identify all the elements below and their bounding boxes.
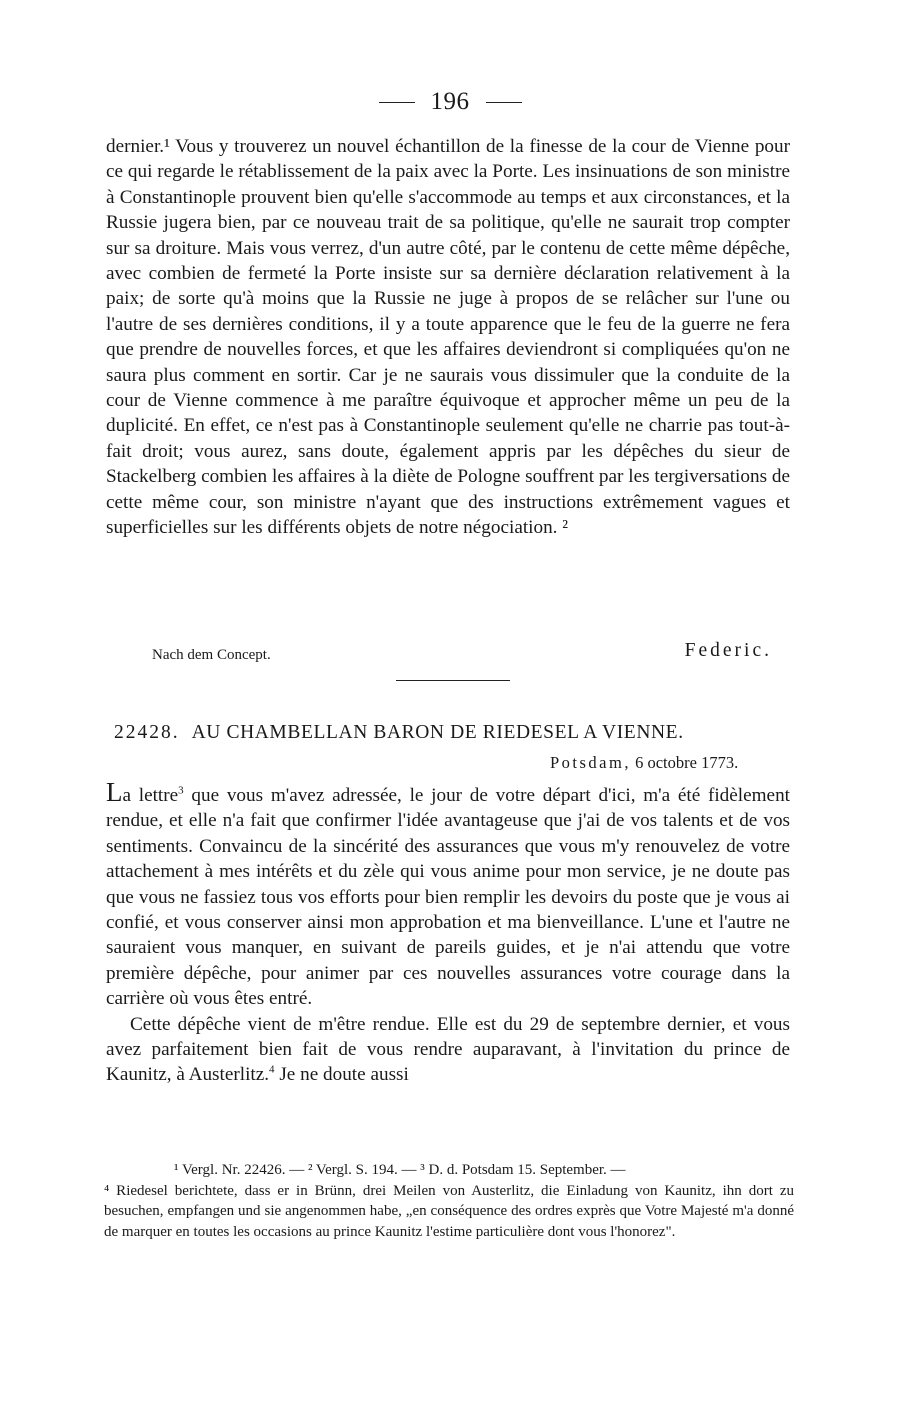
footnotes xyxy=(104,1160,794,1242)
previous-letter-text xyxy=(106,134,790,541)
letter-title: AU CHAMBELLAN BARON DE RIEDESEL A VIENNE. xyxy=(191,722,684,743)
letter-heading xyxy=(114,722,794,744)
source-note: Nach dem Concept. xyxy=(152,647,271,663)
footnote-ref-3: 3 xyxy=(178,784,184,797)
letter-body xyxy=(106,777,790,1088)
letter-date: 6 octobre 1773. xyxy=(635,753,739,772)
previous-letter-body: dernier.¹ Vous y trouverez un nouvel échantillon de la finesse de la cour de Vienne pour ce qui regarde le rétablissement de la paix avec la Porte. Les insinuations de son ministre à Constantinople prouvent bien qu'elle s'accommode au temps et aux circonstances, et la Russie jugera bien, par ce nouveau trait de sa politique, qu'elle ne saurait trop compter sur sa droiture. Mais vous verrez, d'un autre côté, par le contenu de cette même dépêche, avec combien de fermeté la Porte insiste sur sa dernière déclaration relativement à la paix; de sorte qu'à moins que la Russie ne juge à propos de se relâcher sur l'une ou l'autre de ses dernières conditions, il y a toute apparence que le feu de la guerre ne fera que prendre de nouvelles forces, et que les affaires deviendront si compliquées qu'on ne saura plus comment en sortir. Car je ne saurais vous dissimuler que la conduite de la cour de Vienne commence à me paraître équivoque et approcher même un peu de la duplicité. En effet, ce n'est pas à Constantinople seulement qu'elle ne charrie pas tout-à-fait droit; vous aurez, sans doute, également appris par les dépêches du sieur de Stackelberg combien les affaires à la diète de Pologne souffrent par les tergiversations de cette même cour, son ministre n'ayant que des instructions extrêmement vagues et superficielles sur les différents objets de notre négociation. ² xyxy=(106,136,790,539)
footnote-ref-4: 4 xyxy=(269,1064,275,1077)
section-divider xyxy=(396,680,510,681)
header-rule-left xyxy=(379,102,415,103)
letter-number: 22428. xyxy=(114,722,180,743)
previous-letter-closing xyxy=(106,640,790,666)
header-rule-right xyxy=(486,102,522,103)
footnote-4: ⁴ Riedesel berichtete, dass er in Brünn, drei Meilen von Austerlitz, die Einladung von Kaunitz, ihn dort zu besuchen, empfangen und sie angenommen habe, „en conséquence des ordres exprès que Votre Majesté m'a donné de marquer en toutes les occasions au prince Kaunitz l'estime particulière dont vous l'honorez". xyxy=(104,1182,794,1240)
letter-dateline xyxy=(550,753,738,773)
initial-letter: L xyxy=(106,777,123,807)
paragraph-2-continuation: Je ne doute aussi xyxy=(274,1064,409,1086)
paragraph-1-text: que vous m'avez adressée, le jour de votre départ d'ici, m'a été fidèlement rendue, et elle n'a fait que confirmer l'idée avantageuse que j'ai de vos talents et de vos sentiments. Convaincu de la sincérité des assurances que vous m'y renouvelez de votre attachement à mes intérêts et du zèle qui vous anime pour mon service, je ne doute pas que vous ne fassiez tous vos efforts pour bien remplir les devoirs du poste que je vous ai confié, et vous conserver ainsi mon approbation et ma bienveillance. L'une et l'autre ne sauraient vous manquer, en suivant de pareils guides, et je n'ai attendu que votre première dépêche, pour animer par ces nouvelles assurances votre courage dans la carrière où vous êtes entré. xyxy=(106,785,790,1010)
signature: Federic. xyxy=(684,640,772,661)
letter-paragraph-1 xyxy=(106,777,790,1012)
letter-paragraph-2 xyxy=(106,1012,790,1088)
paragraph-2-text: Cette dépêche vient de m'être rendue. Elle est du 29 de septembre dernier, et vous avez parfaitement bien fait de vous rendre auparavant, à l'invitation du prince de Kaunitz, à Austerlitz. xyxy=(106,1013,790,1086)
footnote-line-1: ¹ Vergl. Nr. 22426. — ² Vergl. S. 194. — ³ D. d. Potsdam 15. September. — xyxy=(174,1162,626,1178)
paragraph-1-opening: a lettre xyxy=(122,785,179,806)
page-number: 196 xyxy=(430,88,470,115)
letter-place: Potsdam, xyxy=(550,753,631,772)
page-header xyxy=(0,84,900,120)
